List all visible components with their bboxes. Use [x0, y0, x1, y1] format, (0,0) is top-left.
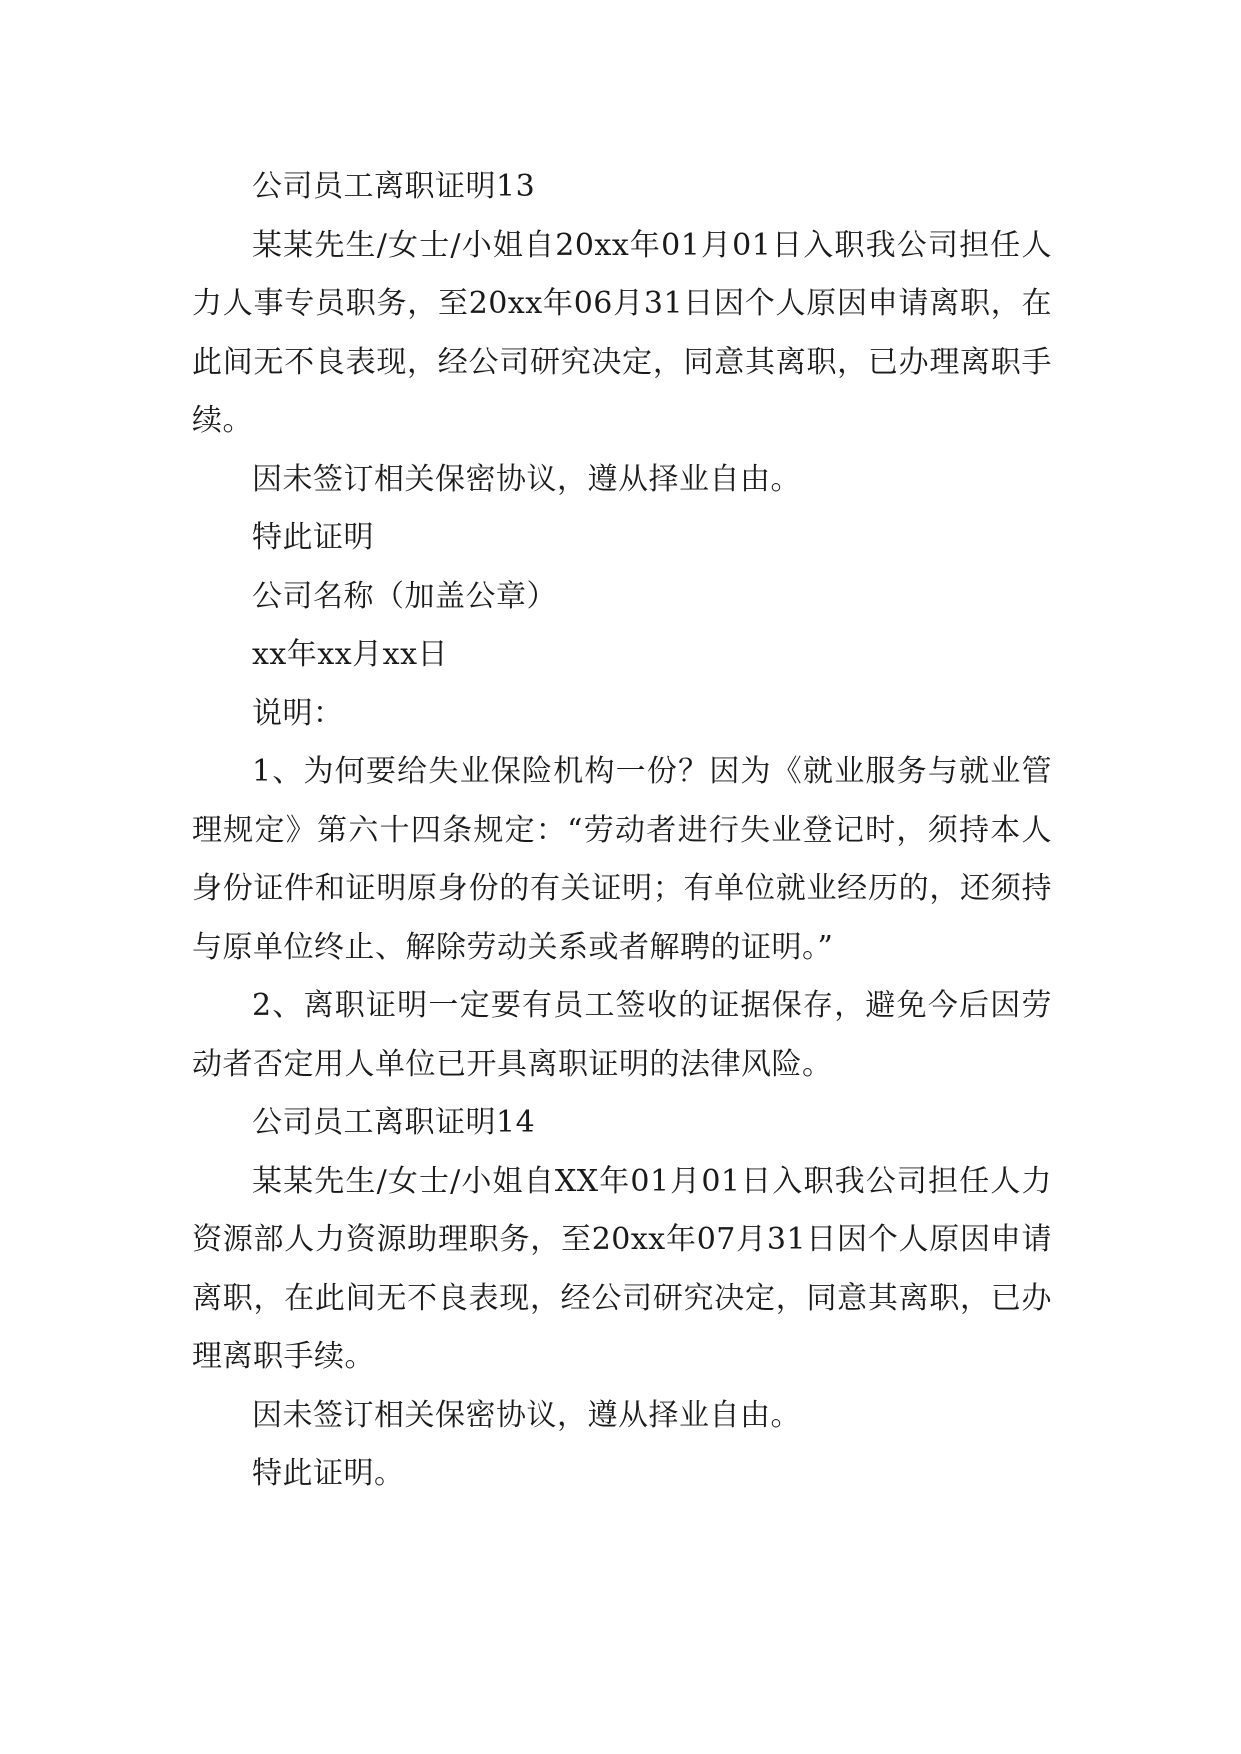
certificate-14-closing: 特此证明。 [252, 1456, 405, 1491]
certificate-13-confidentiality: 因未签订相关保密协议，遵从择业自由。 [252, 461, 801, 497]
certificate-13-date: xx年xx月xx日 [252, 637, 449, 672]
certificate-13-body: 某某先生/女士/小姐自20xx年01月01日入职我公司担任人力人事专员职务，至20xx年06月31日因个人原因申请离职，在此间无不良表现，经公司研究决定，同意其离职，已办理离职手续。 [192, 227, 1052, 438]
certificate-14-confidentiality: 因未签订相关保密协议，遵从择业自由。 [252, 1397, 801, 1433]
document-body [192, 158, 1052, 1504]
certificate-13-company-seal: 公司名称（加盖公章） [252, 578, 557, 614]
certificate-14-title: 公司员工离职证明14 [252, 1105, 536, 1140]
note-1: 1、为何要给失业保险机构一份？因为《就业服务与就业管理规定》第六十四条规定：“劳动者进行失业登记时，须持本人身份证件和证明原身份的有关证明；有单位就业经历的，还须持与原单位终止、解除劳动关系或者解聘的证明。” [192, 754, 1052, 965]
note-2: 2、离职证明一定要有员工签收的证据保存，避免今后因劳动者否定用人单位已开具离职证明的法律风险。 [192, 988, 1052, 1082]
certificate-14-body: 某某先生/女士/小姐自XX年01月01日入职我公司担任人力资源部人力资源助理职务，至20xx年07月31日因个人原因申请离职，在此间无不良表现，经公司研究决定，同意其离职，已办理离职手续。 [192, 1163, 1052, 1374]
certificate-13-closing: 特此证明 [252, 520, 374, 555]
certificate-13-title: 公司员工离职证明13 [252, 169, 536, 204]
notes-heading: 说明： [252, 695, 344, 731]
